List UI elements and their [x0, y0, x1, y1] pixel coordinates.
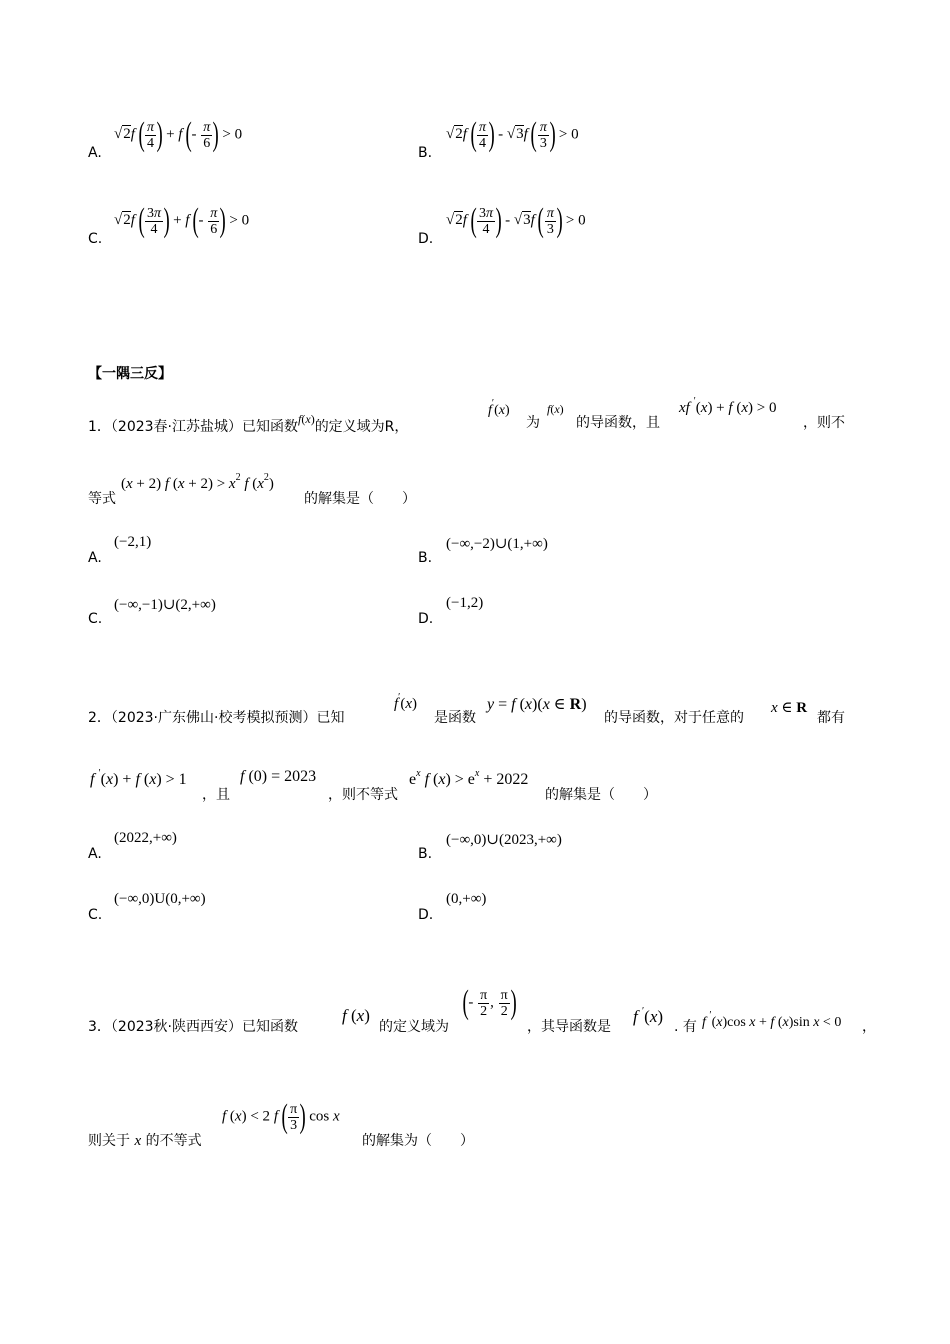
section-title: 【一隅三反】: [88, 366, 172, 382]
q1-text-then: ，则不: [803, 415, 845, 431]
q3-fprime: f ′(x): [633, 1006, 664, 1026]
q1-option-c-math: (−∞,−1)∪(2,+∞): [114, 597, 216, 613]
q2-option-d-math: (0,+∞): [446, 891, 487, 907]
option-b-math: √2f ( $\frac{\pi}{4}$ ) - √3f ( $\frac{\pi}{3}$ ) > 0: [446, 116, 579, 153]
q2-text-ineq: ，则不等式: [328, 787, 398, 803]
q1-text-ineq: 等式: [88, 491, 116, 507]
q3-number: 3．: [88, 1019, 111, 1035]
q1-condition: xf ′(x) + f (x) > 0: [679, 396, 777, 416]
q1-option-a-math: (−2,1): [114, 534, 152, 550]
q1-option-d-label[interactable]: D.: [418, 611, 434, 627]
q1-option-c-label[interactable]: C.: [88, 611, 103, 627]
q3-line2: 则关于 x 的不等式: [88, 1133, 202, 1149]
q1-text-wei: 为: [526, 415, 540, 431]
q2-option-a-label[interactable]: A.: [88, 846, 102, 862]
q1-text-solution: 的解集是（ ）: [304, 491, 416, 507]
q3-text-comma: ，: [862, 1019, 876, 1035]
q2-option-a-math: (2022,+∞): [114, 830, 177, 846]
q2-domain: x ∈ R: [771, 700, 808, 716]
q3-text-deriv: ，其导函数是: [527, 1019, 611, 1035]
option-c-label[interactable]: C.: [88, 231, 103, 247]
q2-condition: f ′(x) + f (x) > 1: [90, 768, 187, 788]
q2-option-d-label[interactable]: D.: [418, 907, 434, 923]
q1-option-a-label[interactable]: A.: [88, 550, 102, 566]
option-d-math: √2f ( $\frac{3\pi}{4}$ ) - √3f ( $\frac{\pi}{3}$ ) > 0: [446, 202, 586, 239]
q2-initial: f (0) = 2023: [240, 768, 317, 785]
q2-option-b-math: (−∞,0)∪(2023,+∞): [446, 832, 562, 848]
q2-text-solution: 的解集是（ ）: [545, 787, 657, 803]
q2-option-c-label[interactable]: C.: [88, 907, 103, 923]
q3-text-have: . 有: [674, 1019, 697, 1035]
q2-function: y = f (x)(x ∈ R): [487, 696, 587, 713]
q3-source: （2023秋·陕西西安）: [110, 1019, 243, 1035]
q1-fx: f(x): [547, 402, 564, 416]
q1-number: 1．: [88, 419, 111, 435]
q3-line1: 3．（2023秋·陕西西安）已知函数: [88, 1019, 299, 1035]
q2-line1: 2．（2023·广东佛山·校考模拟预测）已知: [88, 710, 345, 726]
q3-inequality: f (x) < 2 f ( $\frac{\pi}{3}$ ) cos x: [222, 1098, 340, 1135]
q1-option-b-label[interactable]: B.: [418, 550, 433, 566]
q1-line1: 1．（2023春·江苏盐城）已知函数f(x)的定义域为R，: [88, 412, 409, 435]
option-a-math: √2f ( $\frac{\pi}{4}$ ) + f (- $\frac{\pi}{6}$ ) > 0: [114, 116, 243, 153]
q1-source: （2023春·江苏盐城）: [110, 419, 243, 435]
option-b-label[interactable]: B.: [418, 145, 433, 161]
q2-source: （2023·广东佛山·校考模拟预测）: [110, 710, 317, 726]
q1-inequality: (x + 2) f $(x + 2) > x^2$ f $(x^2)$: [121, 472, 274, 492]
option-a-label[interactable]: A.: [88, 145, 102, 161]
q2-option-c-math: (−∞,0)U(0,+∞): [114, 891, 206, 907]
q3-text-solution: 的解集为（ ）: [362, 1133, 474, 1149]
q2-text-all: 都有: [817, 710, 845, 726]
q2-text-func: 是函数: [434, 710, 476, 726]
q2-text-any: 的导函数，对于任意的: [604, 710, 744, 726]
q2-fprime: f′(x): [394, 692, 418, 712]
q3-fx: f (x): [342, 1006, 370, 1025]
q3-interval: (- $\frac{\pi}{2}$ , $\frac{\pi}{2}$ ): [462, 984, 517, 1021]
q2-number: 2．: [88, 710, 111, 726]
q2-option-b-label[interactable]: B.: [418, 846, 433, 862]
q1-fprime: f′(x): [488, 398, 510, 418]
option-d-label[interactable]: D.: [418, 231, 434, 247]
option-c-math: √2f ( $\frac{3\pi}{4}$ ) + f (- $\frac{\pi}{6}$ ) > 0: [114, 202, 250, 239]
q2-text-and: ，且: [202, 787, 230, 803]
q3-condition: f ′(x)cos x + f (x)sin x < 0: [702, 1010, 842, 1030]
q1-text-deriv: 的导函数，且: [576, 415, 660, 431]
q1-option-d-math: (−1,2): [446, 595, 484, 611]
q3-text-domain: 的定义域为: [379, 1019, 449, 1035]
q1-option-b-math: (−∞,−2)∪(1,+∞): [446, 536, 548, 552]
q2-inequality: $e^x$ f $(x) > e^x + 2022$: [409, 768, 529, 788]
